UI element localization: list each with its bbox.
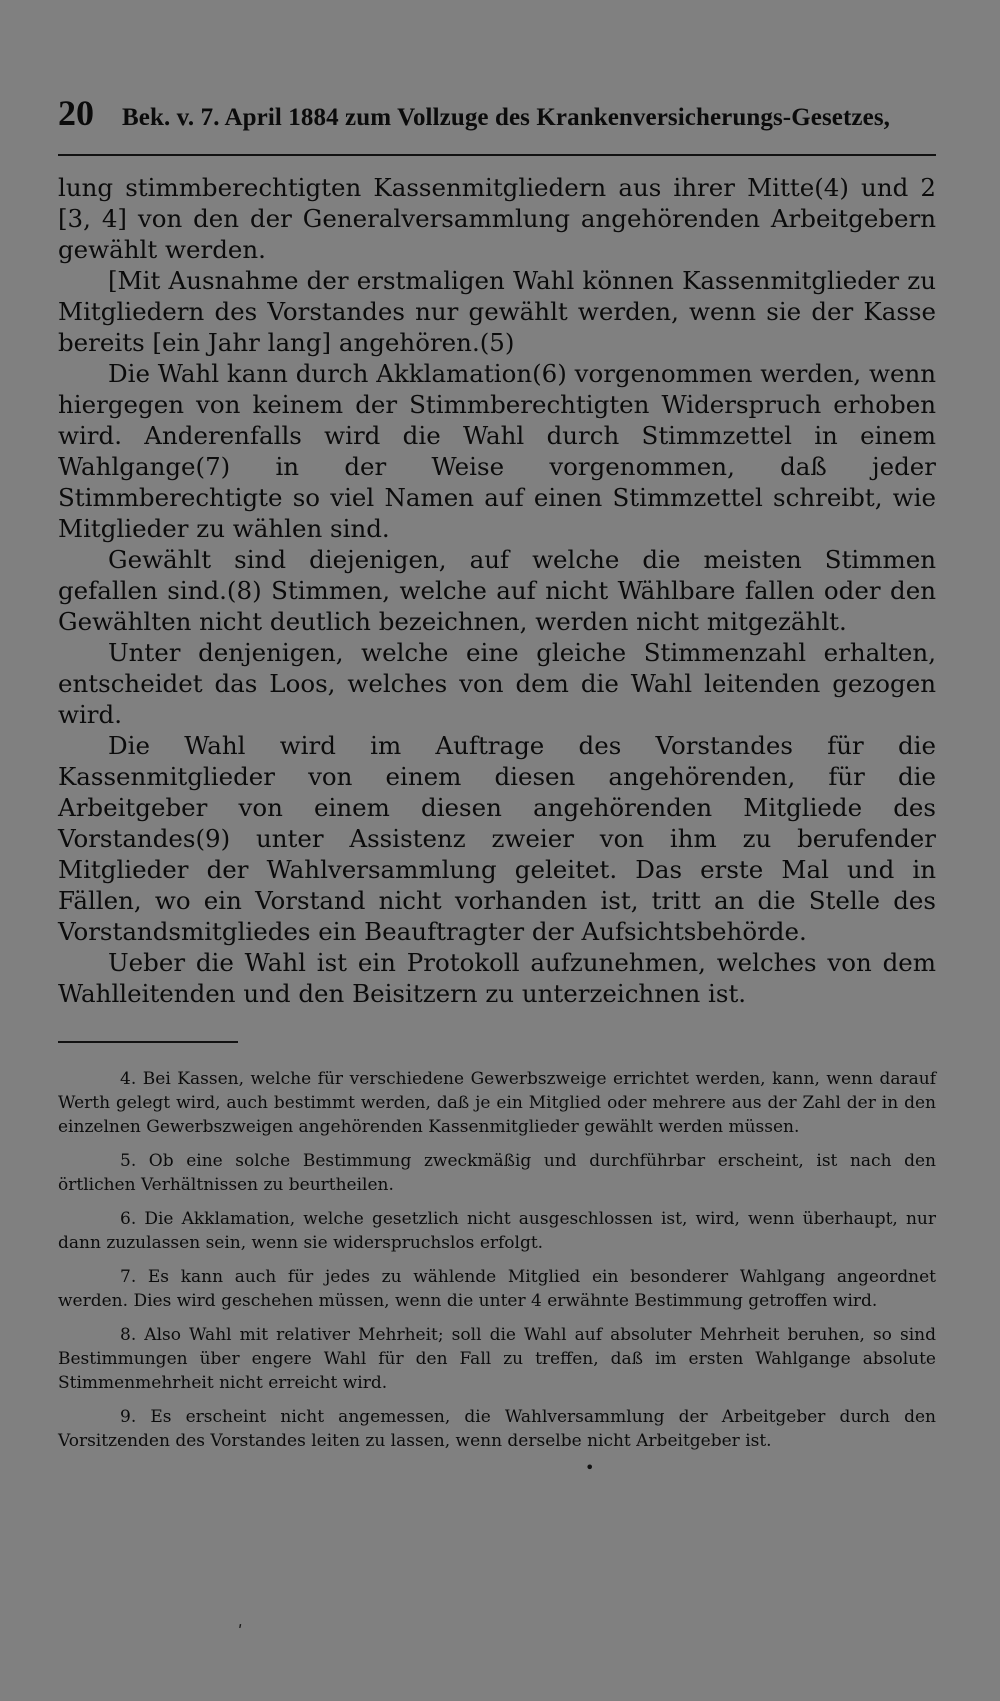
footnotes xyxy=(58,1067,936,1453)
body-text xyxy=(58,172,936,1009)
footnote: 5. Ob eine solche Bestimmung zweckmäßig und durchführbar erscheint, ist nach den örtlichen Verhältnissen zu beurtheilen. xyxy=(58,1151,936,1195)
running-head: Bek. v. 7. April 1884 zum Vollzuge des Krankenversicherungs-Gesetzes, xyxy=(122,104,890,131)
paragraph: Die Wahl kann durch Akklamation(6) vorgenommen werden, wenn hiergegen von keinem der Stimmberechtigten Widerspruch erhoben wird. Anderenfalls wird die Wahl durch Stimmzettel in einem Wahlgange(7) in der Weise vorgenommen, daß jeder Stimmberechtigte so viel Namen auf einen Stimmzettel schreibt, wie Mitglieder zu wählen sind. xyxy=(58,359,936,543)
header-rule xyxy=(58,154,936,156)
paragraph: Die Wahl wird im Auftrage des Vorstandes für die Kassenmitglieder von einem diesen angehörenden, für die Arbeitgeber von einem diesen angehörenden Mitgliede des Vorstandes(9) unter Assistenz zweier von ihm zu berufender Mitglieder der Wahlversammlung geleitet. Das erste Mal und in Fällen, wo ein Vorstand nicht vorhanden ist, tritt an die Stelle des Vorstandsmitgliedes ein Beauftragter der Aufsichtsbehörde. xyxy=(58,731,936,946)
footnote: 7. Es kann auch für jedes zu wählende Mitglied ein besonderer Wahlgang angeordnet werden. Dies wird geschehen müssen, wenn die unter 4 erwähnte Bestimmung getroffen wird. xyxy=(58,1267,936,1311)
page-header xyxy=(58,92,936,154)
page-number: 20 xyxy=(58,93,94,133)
scan-mark: • xyxy=(585,1458,595,1477)
footnote: 6. Die Akklamation, welche gesetzlich nicht ausgeschlossen ist, wird, wenn überhaupt, nur dann zuzulassen sein, wenn sie widerspruchslos erfolgt. xyxy=(58,1209,936,1253)
paragraph: Ueber die Wahl ist ein Protokoll aufzunehmen, welches von dem Wahlleitenden und den Beisitzern zu unterzeichnen ist. xyxy=(58,948,936,1008)
paragraph: [Mit Ausnahme der erstmaligen Wahl können Kassenmitglieder zu Mitgliedern des Vorstandes nur gewählt werden, wenn sie der Kasse bereits [ein Jahr lang] angehören.(5) xyxy=(58,266,936,357)
scan-mark: ʹ xyxy=(238,1622,243,1641)
paragraph: Gewählt sind diejenigen, auf welche die meisten Stimmen gefallen sind.(8) Stimmen, welche auf nicht Wählbare fallen oder den Gewählten nicht deutlich bezeichnen, werden nicht mitgezählt. xyxy=(58,545,936,636)
footnote: 4. Bei Kassen, welche für verschiedene Gewerbszweige errichtet werden, kann, wenn darauf Werth gelegt wird, auch bestimmt werden, daß je ein Mitglied oder mehrere aus der Zahl der in den einzelnen Gewerbszweigen angehörenden Kassenmitglieder gewählt werden müssen. xyxy=(58,1069,936,1137)
footnote: 8. Also Wahl mit relativer Mehrheit; soll die Wahl auf absoluter Mehrheit beruhen, so sind Bestimmungen über engere Wahl für den Fall zu treffen, daß im ersten Wahlgange absolute Stimmenmehrheit nicht erreicht wird. xyxy=(58,1325,936,1393)
paragraph: Unter denjenigen, welche eine gleiche Stimmenzahl erhalten, entscheidet das Loos, welches von dem die Wahl leitenden gezogen wird. xyxy=(58,638,936,729)
footnote: 9. Es erscheint nicht angemessen, die Wahlversammlung der Arbeitgeber durch den Vorsitzenden des Vorstandes leiten zu lassen, wenn derselbe nicht Arbeitgeber ist. xyxy=(58,1407,936,1451)
paragraph: lung stimmberechtigten Kassenmitgliedern aus ihrer Mitte(4) und 2 [3, 4] von den der Generalversammlung angehörenden Arbeitgebern gewählt werden. xyxy=(58,173,936,264)
footnote-rule xyxy=(58,1041,238,1043)
